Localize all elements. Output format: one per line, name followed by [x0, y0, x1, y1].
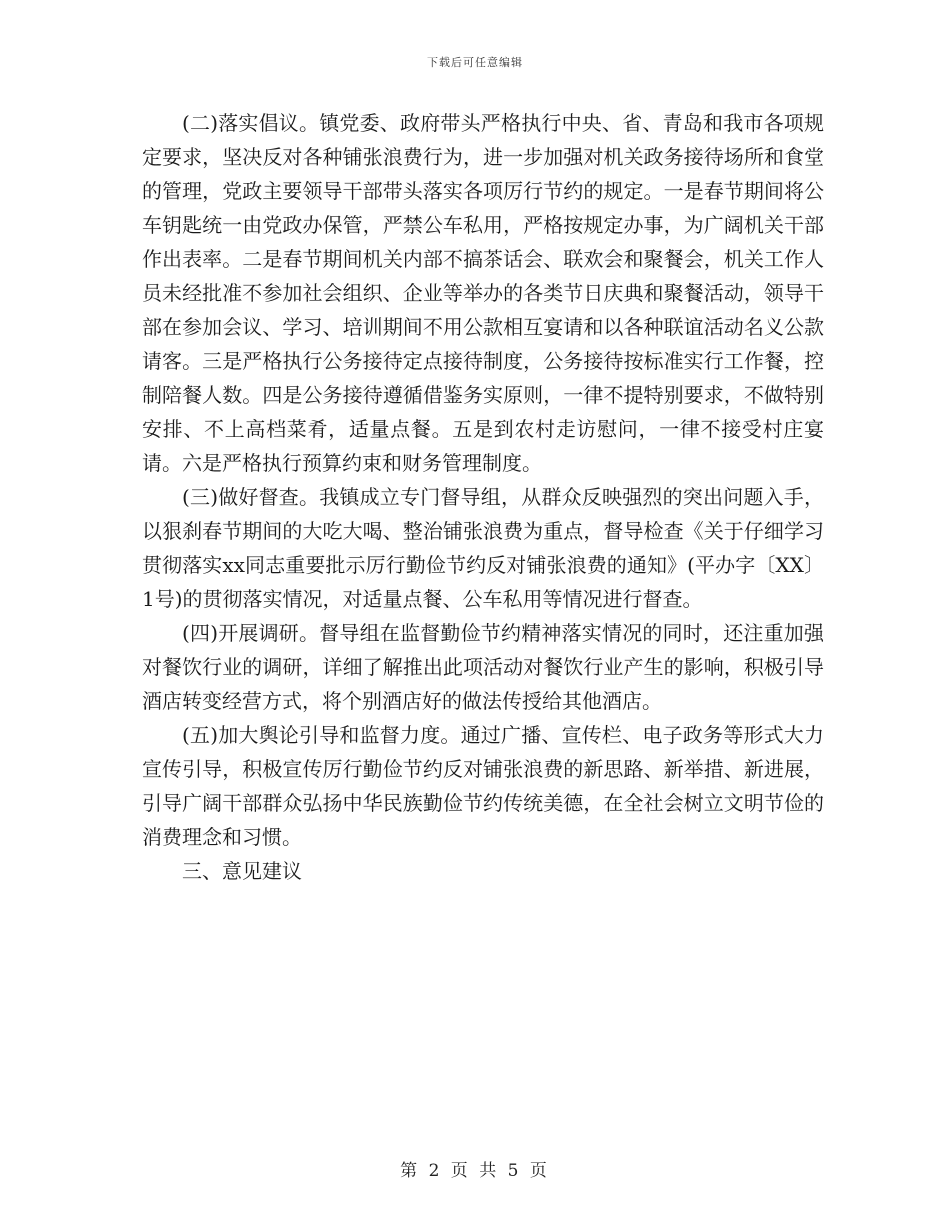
section-heading-suggestions: 三、意见建议 [182, 859, 302, 883]
paragraph-public-opinion: (五)加大舆论引导和监督力度。通过广播、宣传栏、电子政务等形式大力宣传引导，积极宣传厉行勤俭节约反对铺张浪费的新思路、新举措、新进展，引导广阔干部群众弘扬中华民族勤俭节约传统美德，在全社会树立文明节俭的消费理念和习惯。 [142, 723, 824, 849]
paragraph-implement-initiative: (二)落实倡议。镇党委、政府带头严格执行中央、省、青岛和我市各项规定要求，坚决反对各种铺张浪费行为，进一步加强对机关政务接待场所和食堂的管理，党政主要领导干部带头落实各项厉行节约的规定。一是春节期间将公车钥匙统一由党政办保管，严禁公车私用，严格按规定办事，为广阔机关干部作出表率。二是春节期间机关内部不搞茶话会、联欢会和聚餐会，机关工作人员未经批准不参加社会组织、企业等举办的各类节日庆典和聚餐活动，领导干部在参加会议、学习、培训期间不用公款相互宴请和以各种联谊活动名义公款请客。三是严格执行公务接待定点接待制度，公务接待按标准实行工作餐，控制陪餐人数。四是公务接待遵循借鉴务实原则，一律不提特别要求，不做特别安排、不上高档菜肴，适量点餐。五是到农村走访慰问，一律不接受村庄宴请。六是严格执行预算约束和财务管理制度。 [142, 111, 824, 475]
paragraph-research: (四)开展调研。督导组在监督勤俭节约精神落实情况的同时，还注重加强对餐饮行业的调研，详细了解推出此项活动对餐饮行业产生的影响，积极引导酒店转变经营方式，将个别酒店好的做法传授给其他酒店。 [142, 621, 824, 713]
page-number: 第 2 页 共 5 页 [400, 1161, 550, 1181]
document-body [142, 106, 824, 888]
paragraph-supervision: (三)做好督查。我镇成立专门督导组，从群众反映强烈的突出问题入手，以狠刹春节期间的大吃大喝、整治铺张浪费为重点，督导检查《关于仔细学习贯彻落实xx同志重要批示厉行勤俭节约反对铺张浪费的通知》(平办字〔XX〕1号)的贯彻落实情况，对适量点餐、公车私用等情况进行督查。 [142, 485, 824, 611]
page-header: 下载后可任意编辑 [427, 56, 523, 69]
